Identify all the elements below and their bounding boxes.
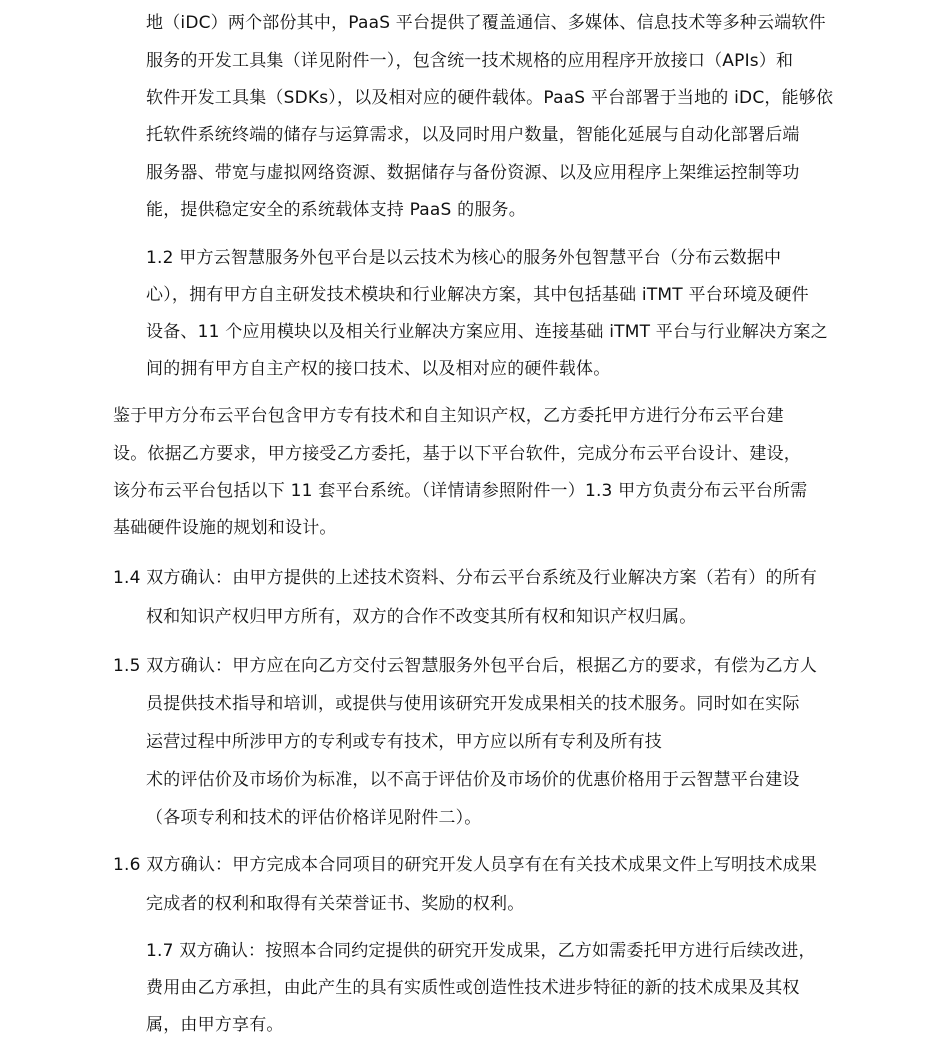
text-line: 运营过程中所涉甲方的专利或专有技术，甲方应以所有专利及所有技 bbox=[146, 732, 662, 752]
text-line: 完成者的权利和取得有关荣誉证书、奖励的权利。 bbox=[146, 894, 525, 914]
text-line: （各项专利和技术的评估价格详见附件二）。 bbox=[146, 808, 482, 828]
text-line: 术的评估价及市场价为标准，以不高于评估价及市场价的优惠价格用于云智慧平台建设 bbox=[146, 770, 800, 790]
text-line: 该分布云平台包括以下 11 套平台系统。（详情请参照附件一）1.3 甲方负责分布云平台所需 bbox=[113, 481, 808, 501]
text-line: 设。依据乙方要求，甲方接受乙方委托，基于以下平台软件，完成分布云平台设计、建设， bbox=[113, 444, 801, 464]
text-line: 员提供技术指导和培训，或提供与使用该研究开发成果相关的技术服务。同时如在实际 bbox=[146, 694, 800, 714]
text-line: 费用由乙方承担，由此产生的具有实质性或创造性技术进步特征的新的技术成果及其权 bbox=[146, 978, 800, 998]
text-line: 基础硬件设施的规划和设计。 bbox=[113, 518, 337, 538]
text-line: 鉴于甲方分布云平台包含甲方专有技术和自主知识产权，乙方委托甲方进行分布云平台建 bbox=[113, 406, 784, 426]
text-line: 心），拥有甲方自主研发技术模块和行业解决方案，其中包括基础 iTMT 平台环境及硬件 bbox=[146, 285, 809, 305]
text-line: 1.2 甲方云智慧服务外包平台是以云技术为核心的服务外包智慧平台（分布云数据中 bbox=[146, 248, 782, 268]
text-line: 1.7 双方确认：按照本合同约定提供的研究开发成果，乙方如需委托甲方进行后续改进， bbox=[146, 941, 816, 961]
text-line: 1.4 双方确认：由甲方提供的上述技术资料、分布云平台系统及行业解决方案（若有）的所有 bbox=[113, 568, 818, 588]
text-line: 托软件系统终端的储存与运算需求，以及同时用户数量，智能化延展与自动化部署后端 bbox=[146, 125, 800, 145]
text-line: 能，提供稳定安全的系统载体支持 PaaS 的服务。 bbox=[146, 200, 526, 220]
text-line: 设备、11 个应用模块以及相关行业解决方案应用、连接基础 iTMT 平台与行业解决方案之 bbox=[146, 322, 828, 342]
text-line: 软件开发工具集（SDKs），以及相对应的硬件载体。PaaS 平台部署于当地的 iDC，能够依 bbox=[146, 88, 834, 108]
text-line: 属，由甲方享有。 bbox=[146, 1015, 284, 1035]
text-line: 服务的开发工具集（详见附件一），包含统一技术规格的应用程序开放接口（APIs）和 bbox=[146, 51, 794, 71]
text-line: 权和知识产权归甲方所有，双方的合作不改变其所有权和知识产权归属。 bbox=[146, 607, 697, 627]
text-line: 间的拥有甲方自主产权的接口技术、以及相对应的硬件载体。 bbox=[146, 359, 611, 379]
text-line: 服务器、带宽与虚拟网络资源、数据储存与备份资源、以及应用程序上架维运控制等功 bbox=[146, 163, 800, 183]
text-line: 地（iDC）两个部份其中，PaaS 平台提供了覆盖通信、多媒体、信息技术等多种云端软件 bbox=[146, 13, 826, 33]
text-line: 1.6 双方确认：甲方完成本合同项目的研究开发人员享有在有关技术成果文件上写明技术成果 bbox=[113, 855, 818, 875]
text-line: 1.5 双方确认：甲方应在向乙方交付云智慧服务外包平台后，根据乙方的要求，有偿为乙方人 bbox=[113, 656, 818, 676]
